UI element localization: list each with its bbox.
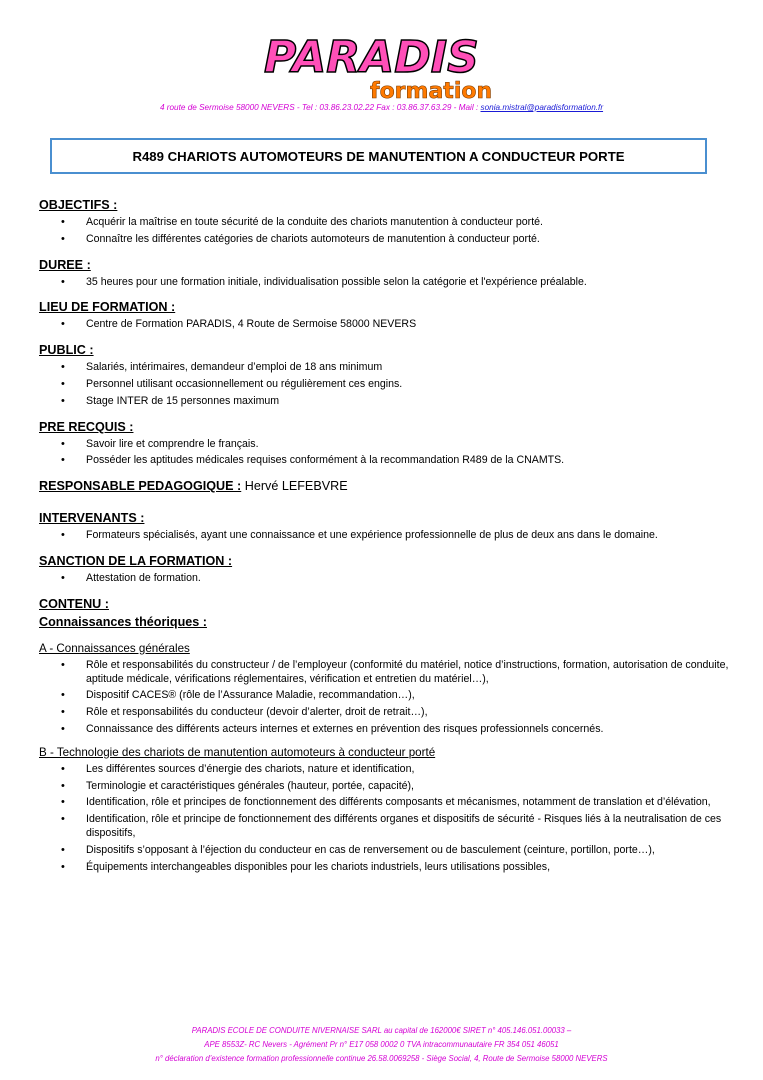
contact-line bbox=[0, 103, 763, 112]
section-responsable bbox=[39, 477, 729, 495]
bullet-icon: • bbox=[61, 843, 65, 856]
bullet-icon: • bbox=[61, 437, 65, 450]
footer bbox=[0, 1024, 763, 1066]
bullet-icon: • bbox=[61, 689, 65, 702]
list-item-text: Stage INTER de 15 personnes maximum bbox=[86, 394, 280, 407]
list-item-text: Équipements interchangeables disponibles pour les chariots industriels, leurs utilisations possibles, bbox=[86, 860, 551, 873]
list-item bbox=[39, 659, 729, 687]
list-sanction bbox=[39, 572, 729, 586]
list-item-text: Identification, rôle et principe de fonctionnement des différents organes et dispositifs de sécurité - Risques liés à la neutralisation de ces dispositifs, bbox=[86, 813, 722, 839]
list-item bbox=[39, 454, 729, 468]
list-item bbox=[39, 813, 729, 841]
document-body bbox=[39, 196, 729, 883]
list-objectifs bbox=[39, 216, 729, 247]
responsable-name: Hervé LEFEBVRE bbox=[241, 479, 348, 494]
heading-group-b: B - Technologie des chariots de manutention automoteurs à conducteur porté bbox=[39, 745, 436, 759]
list-item-text: Terminologie et caractéristiques générales (hauteur, portée, capacité), bbox=[86, 779, 414, 792]
footer-line-2: APE 8553Z- RC Nevers - Agrément Pr n° E17 058 0002 0 TVA intracommunautaire FR 354 051 46051 bbox=[204, 1040, 559, 1049]
list-item-text: 35 heures pour une formation initiale, individualisation possible selon la catégorie et l'expérience préalable. bbox=[86, 275, 587, 288]
section-public bbox=[39, 341, 729, 408]
document-title-text: R489 CHARIOTS AUTOMOTEURS DE MANUTENTION A CONDUCTEUR PORTE bbox=[132, 148, 625, 164]
contact-address: 4 route de Sermoise 58000 NEVERS - Tel : 03.86.23.02.22 Fax : 03.86.37.63.29 - Mail : bbox=[159, 103, 481, 112]
bullet-icon: • bbox=[61, 860, 65, 873]
heading-responsable: RESPONSABLE PEDAGOGIQUE : bbox=[39, 479, 242, 494]
document-title bbox=[50, 138, 707, 174]
list-item-text: Les différentes sources d’énergie des chariots, nature et identification, bbox=[86, 762, 415, 775]
subheading-connaissances: Connaissances théoriques : bbox=[39, 614, 207, 629]
list-item-text: Personnel utilisant occasionnellement ou régulièrement ces engins. bbox=[86, 377, 403, 390]
footer-line-3: n° déclaration d’existence formation professionnelle continue 26.58.0069258 - Siège Social, 4, Route de Sermoise 58000 NEVERS bbox=[155, 1054, 608, 1063]
footer-line-1: PARADIS ECOLE DE CONDUITE NIVERNAISE SARL au capital de 162000€ SIRET n° 405.146.051.00033 – bbox=[191, 1026, 572, 1035]
bullet-icon: • bbox=[61, 706, 65, 719]
section-prerequis bbox=[39, 418, 729, 469]
contact-email-link[interactable]: sonia.mistral@paradisformation.fr bbox=[480, 103, 604, 112]
list-item-text: Acquérir la maîtrise en toute sécurité de la conduite des chariots manutention à conducteur porté. bbox=[86, 216, 543, 228]
bullet-icon: • bbox=[61, 779, 65, 792]
bullet-icon: • bbox=[61, 813, 65, 826]
list-intervenants bbox=[39, 529, 729, 543]
section-intervenants bbox=[39, 509, 729, 543]
list-item bbox=[39, 706, 729, 720]
bullet-icon: • bbox=[61, 796, 65, 809]
bullet-icon: • bbox=[61, 529, 65, 542]
list-item bbox=[39, 395, 729, 409]
heading-lieu: LIEU DE FORMATION : bbox=[39, 300, 176, 315]
section-sanction bbox=[39, 552, 729, 586]
list-item bbox=[39, 318, 729, 332]
list-item bbox=[39, 572, 729, 586]
list-group-b bbox=[39, 763, 729, 875]
list-item-text: Formateurs spécialisés, ayant une connaissance et une expérience professionnelle de plus de deux ans dans le domaine. bbox=[86, 529, 658, 542]
list-item bbox=[39, 438, 729, 452]
bullet-icon: • bbox=[61, 318, 65, 331]
list-public bbox=[39, 361, 729, 408]
bullet-icon: • bbox=[61, 216, 65, 228]
bullet-icon: • bbox=[61, 722, 65, 735]
bullet-icon: • bbox=[61, 658, 65, 671]
list-duree bbox=[39, 276, 729, 290]
section-duree bbox=[39, 256, 729, 290]
list-item bbox=[39, 216, 729, 230]
list-prerequis bbox=[39, 438, 729, 469]
heading-intervenants: INTERVENANTS : bbox=[39, 511, 145, 526]
list-item bbox=[39, 780, 729, 794]
heading-public: PUBLIC : bbox=[39, 343, 94, 358]
heading-duree: DUREE : bbox=[39, 257, 91, 272]
heading-prerequis: PRE RECQUIS : bbox=[39, 419, 134, 434]
list-item bbox=[39, 844, 729, 858]
list-item-text: Posséder les aptitudes médicales requises conformément à la recommandation R489 de la CNAMTS. bbox=[86, 454, 565, 467]
list-item bbox=[39, 763, 729, 777]
list-item bbox=[39, 276, 729, 290]
list-item bbox=[39, 233, 729, 247]
heading-group-a: A - Connaissances générales bbox=[39, 641, 190, 655]
list-item-text: Dispositif CACES® (rôle de l’Assurance Maladie, recommandation…), bbox=[86, 689, 415, 702]
list-item bbox=[39, 529, 729, 543]
list-item-text: Salariés, intérimaires, demandeur d’emploi de 18 ans minimum bbox=[86, 361, 383, 374]
list-item-text: Attestation de formation. bbox=[86, 571, 201, 584]
bullet-icon: • bbox=[61, 454, 65, 467]
logo-text: PARADIS bbox=[264, 32, 479, 83]
bullet-icon: • bbox=[61, 275, 65, 288]
bullet-icon: • bbox=[61, 377, 65, 390]
list-item-text: Connaître les différentes catégories de chariots automoteurs de manutention à conducteur porté. bbox=[86, 232, 540, 245]
list-item bbox=[39, 723, 729, 737]
heading-sanction: SANCTION DE LA FORMATION : bbox=[39, 553, 233, 568]
list-item bbox=[39, 689, 729, 703]
logo-subtext: formation bbox=[370, 79, 493, 102]
bullet-icon: • bbox=[61, 394, 65, 407]
bullet-icon: • bbox=[61, 762, 65, 775]
section-lieu bbox=[39, 298, 729, 332]
list-item bbox=[39, 861, 729, 875]
list-group-a bbox=[39, 659, 729, 737]
list-item-text: Rôle et responsabilités du constructeur / de l’employeur (conformité du matériel, notice d’instructions, formation, autorisation de conduite, aptitude médicale, vérifications réglementaires, vérification et entretien du matériel…), bbox=[86, 658, 729, 685]
list-item-text: Savoir lire et comprendre le français. bbox=[86, 437, 259, 450]
list-item-text: Rôle et responsabilités du conducteur (devoir d’alerter, droit de retrait…), bbox=[86, 706, 428, 719]
heading-objectifs: OBJECTIFS : bbox=[39, 198, 118, 212]
bullet-icon: • bbox=[61, 361, 65, 374]
heading-responsable-row bbox=[39, 477, 729, 495]
list-item-text: Identification, rôle et principes de fonctionnement des différents composants et mécanismes, notamment de translation et d’élévation, bbox=[86, 796, 711, 809]
bullet-icon: • bbox=[61, 571, 65, 584]
list-item-text: Centre de Formation PARADIS, 4 Route de Sermoise 58000 NEVERS bbox=[86, 318, 417, 331]
heading-contenu: CONTENU : bbox=[39, 596, 109, 611]
list-item bbox=[39, 361, 729, 375]
list-item bbox=[39, 796, 729, 810]
list-lieu bbox=[39, 318, 729, 332]
paradis-logo bbox=[258, 28, 498, 102]
bullet-icon: • bbox=[61, 232, 65, 245]
list-item-text: Dispositifs s’opposant à l’éjection du conducteur en cas de renversement ou de basculement (ceinture, portillon, porte…), bbox=[86, 843, 655, 856]
section-contenu bbox=[39, 595, 729, 875]
section-objectifs bbox=[39, 196, 729, 247]
list-item-text: Connaissance des différents acteurs internes et externes en prévention des risques professionnels concernés. bbox=[86, 722, 604, 735]
list-item bbox=[39, 378, 729, 392]
